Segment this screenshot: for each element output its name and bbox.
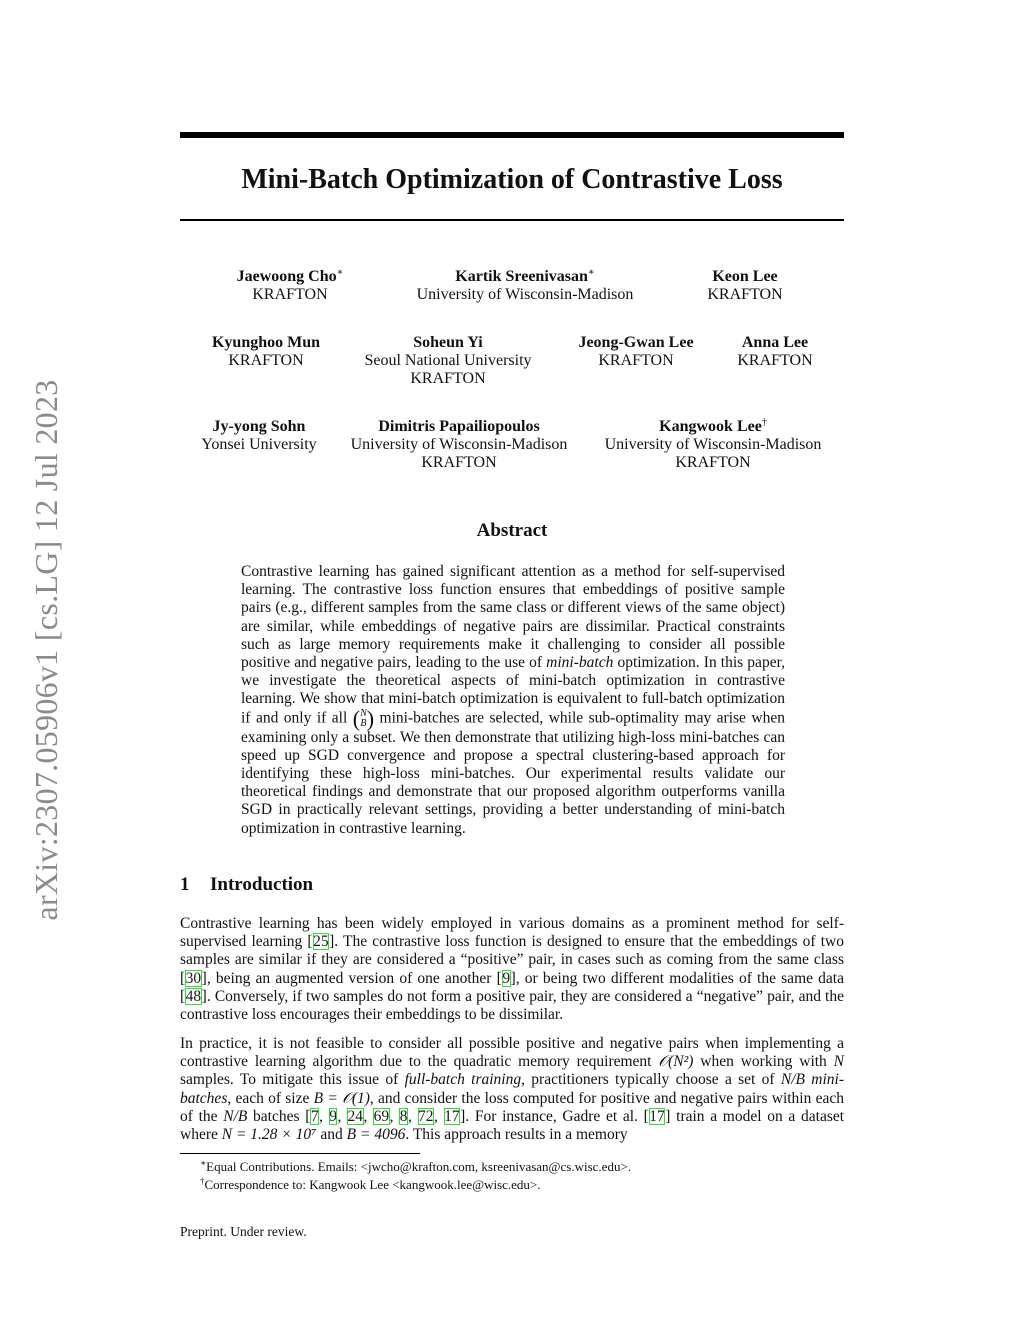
- citation-link[interactable]: 30: [185, 969, 202, 987]
- author-name: Kangwook Lee: [659, 418, 762, 435]
- math-expression: B = 𝒪(1): [313, 1089, 370, 1107]
- body-text: , each of size: [227, 1089, 314, 1107]
- author-affiliation: KRAFTON: [675, 454, 751, 471]
- citation-link[interactable]: 24: [347, 1107, 364, 1125]
- author-block: [590, 418, 836, 472]
- author-affiliation: Seoul National University: [364, 352, 532, 369]
- author-affiliation: University of Wisconsin-Madison: [604, 436, 822, 453]
- arxiv-side-stamp: arXiv:2307.05906v1 [cs.LG] 12 Jul 2023: [28, 379, 64, 921]
- author-affiliation: KRAFTON: [252, 286, 328, 303]
- author-affiliation: University of Wisconsin-Madison: [350, 436, 568, 453]
- preprint-note: Preprint. Under review.: [180, 1224, 307, 1239]
- abstract-body: [241, 563, 785, 838]
- author-mark: †: [761, 417, 767, 428]
- author-affiliation: KRAFTON: [707, 286, 783, 303]
- author-affiliation: University of Wisconsin-Madison: [416, 286, 634, 303]
- section-heading: [180, 874, 313, 896]
- author-name: Soheun Yi: [413, 334, 483, 351]
- body-text: In practice, it is not feasible to consider all possible positive and negative pairs when implementing a contrastive learning algorithm due to the quadratic memory requirement: [180, 1035, 844, 1071]
- author-name: Jaewoong Cho: [236, 268, 337, 285]
- author-block: [562, 334, 710, 370]
- math-expression: N: [833, 1053, 845, 1071]
- math-expression: 𝒪(N²): [658, 1053, 694, 1071]
- citation-link[interactable]: 7: [310, 1107, 319, 1125]
- footnote-mark: †: [200, 1176, 205, 1186]
- author-affiliation: KRAFTON: [737, 352, 813, 369]
- author-block: [390, 268, 660, 304]
- body-text: , or being two different modalities of the same data: [515, 969, 844, 987]
- math-expression: N/B: [780, 1071, 805, 1089]
- body-text: , practitioners typically choose a set of: [521, 1071, 781, 1089]
- italic-term: mini-batches: [180, 1071, 845, 1107]
- body-text: ]. For instance, Gadre et al. [: [460, 1107, 649, 1125]
- abstract-text: Contrastive learning has gained significant attention as a method for self-supervised learning. The contrastive loss function ensures that embeddings of positive sample pairs (e.g., different samples from the same class or different views of the same object) are similar, while embeddings of negative pairs are dissimilar. Practical constraints such as large memory requirements make it challenging to consider all possible positive and negative pairs, leading to the use of: [241, 563, 785, 672]
- footnote-mark: ∗: [200, 1158, 207, 1168]
- abstract-text: mini-batches are selected, while sub-optimality may arise when examining only a subset. We then demonstrate that utilizing high-loss mini-batches can speed up SGD convergence and propose a spectral clustering-based approach for identifying these high-loss mini-batches. Our experimental results validate our theoretical findings and demonstrate that our proposed algorithm outperforms vanilla SGD in practically relevant settings, providing a better understanding of mini-batch optimization in contrastive learning.: [241, 709, 785, 837]
- abstract-heading: Abstract: [476, 520, 548, 541]
- citation-link[interactable]: 72: [418, 1107, 434, 1125]
- binom-bottom: B: [360, 717, 367, 729]
- citation-link[interactable]: 9: [329, 1107, 337, 1125]
- author-affiliation: KRAFTON: [598, 352, 674, 369]
- body-text: and: [316, 1126, 347, 1144]
- author-affiliation: KRAFTON: [228, 352, 304, 369]
- author-name: Anna Lee: [741, 334, 809, 351]
- footnote-correspondence: [200, 1177, 541, 1193]
- body-text: , being an augmented version of one another: [206, 969, 497, 987]
- author-name: Kartik Sreenivasan: [455, 268, 588, 285]
- citation-link[interactable]: 17: [444, 1107, 460, 1125]
- citation-link[interactable]: 25: [313, 933, 329, 951]
- citation-link[interactable]: 9: [502, 969, 511, 987]
- intro-paragraph-1: Contrastive learning has been widely employed in various domains as a prominent method for self-supervised learning [25]. The contrastive loss function is designed to ensure that the embeddings of two samples are similar if they are considered a “positive” pair, in cases such as coming from the same class [30], being an augmented version of one another [9], or being two different modalities of the same data [48]. Conversely, if two samples do not form a positive pair, they are considered a “negative” pair, and the contrastive loss encourages their embeddings to be dissimilar.: [180, 915, 844, 1024]
- body-text: . This approach results in a memory: [405, 1126, 628, 1144]
- author-block: [186, 418, 332, 454]
- abstract-italic: mini-batch: [546, 654, 614, 672]
- author-name: Jy-yong Sohn: [212, 418, 306, 435]
- body-text: batches [: [247, 1107, 311, 1125]
- footnote-text: Correspondence to: Kangwook Lee <kangwook.lee@wisc.edu>.: [204, 1177, 541, 1192]
- italic-term: full-batch training: [404, 1071, 522, 1089]
- author-mark: ∗: [336, 267, 344, 278]
- binomial-coefficient: ( N B ): [352, 705, 375, 731]
- footnote-text: Equal Contributions. Emails: <jwcho@krafton.com, ksreenivasan@cs.wisc.edu>.: [206, 1159, 632, 1174]
- author-name: Keon Lee: [712, 268, 778, 285]
- author-block: [200, 268, 380, 304]
- author-mark: ∗: [587, 267, 595, 278]
- title-rule-top: [180, 132, 844, 138]
- intro-paragraph-2: In practice, it is not feasible to consider all possible positive and negative pairs when implementing a contrastive learning algorithm due to the quadratic memory requirement 𝒪(N²) when working with N samples. To mitigate this issue of full-batch training, practitioners typically choose a set of N/B mini-batches, each of size B = 𝒪(1), and consider the loss computed for positive and negative pairs within each of the N/B batches [7, 9, 24, 69, 8, 72, 17]. For instance, Gadre et al. [17] train a model on a dataset where N = 1.28 × 10⁷ and B = 4096. This approach results in a memory: [180, 1035, 845, 1144]
- footnote-rule: [180, 1153, 420, 1154]
- body-text: when working with: [693, 1053, 834, 1071]
- body-text: samples. To mitigate this issue of: [180, 1071, 405, 1089]
- citation-link[interactable]: 8: [399, 1107, 408, 1125]
- author-name: Jeong-Gwan Lee: [578, 334, 694, 351]
- math-expression: B = 4096: [346, 1126, 406, 1144]
- body-text: . The contrastive loss function is designed to ensure that the embeddings of two samples are similar if they are considered a “positive” pair, in cases such as coming from the same class: [180, 933, 844, 969]
- author-name: Dimitris Papailiopoulos: [378, 418, 540, 435]
- math-expression: N/B: [223, 1107, 248, 1125]
- author-block: [336, 418, 582, 472]
- author-block: [720, 334, 830, 370]
- body-text: ] train a model on a dataset where: [180, 1107, 845, 1144]
- author-affiliation: KRAFTON: [421, 454, 497, 471]
- paper-title: Mini-Batch Optimization of Contrastive Loss: [241, 164, 783, 195]
- title-rule-bottom: [180, 219, 844, 221]
- author-block: [196, 334, 336, 370]
- math-expression: N = 1.28 × 10⁷: [221, 1126, 317, 1144]
- body-text: , and consider the loss computed for positive and negative pairs within each of the: [180, 1089, 844, 1125]
- author-affiliation: KRAFTON: [410, 370, 486, 387]
- section-number: 1: [180, 874, 190, 895]
- abstract-text: optimization. In this paper, we investigate the theoretical aspects of mini-batch optimization in contrastive learning. We show that mini-batch optimization is equivalent to full-batch optimization if and only if all: [241, 654, 785, 727]
- citation-link[interactable]: 69: [373, 1107, 390, 1125]
- footnote-equal-contribution: [200, 1159, 631, 1175]
- author-block: [680, 268, 810, 304]
- body-text: Contrastive learning has been widely employed in various domains as a prominent method for self-supervised learning: [180, 915, 844, 951]
- author-name: Kyunghoo Mun: [211, 334, 321, 351]
- citation-link[interactable]: 17: [649, 1107, 665, 1125]
- binom-top: N: [360, 707, 367, 719]
- section-title: Introduction: [210, 874, 314, 895]
- author-block: [350, 334, 546, 388]
- body-text: . Conversely, if two samples do not form a positive pair, they are considered a “negative” pair, and the contrastive loss encourages their embeddings to be dissimilar.: [180, 987, 844, 1024]
- author-affiliation: Yonsei University: [201, 436, 317, 453]
- citation-link[interactable]: 48: [185, 987, 202, 1005]
